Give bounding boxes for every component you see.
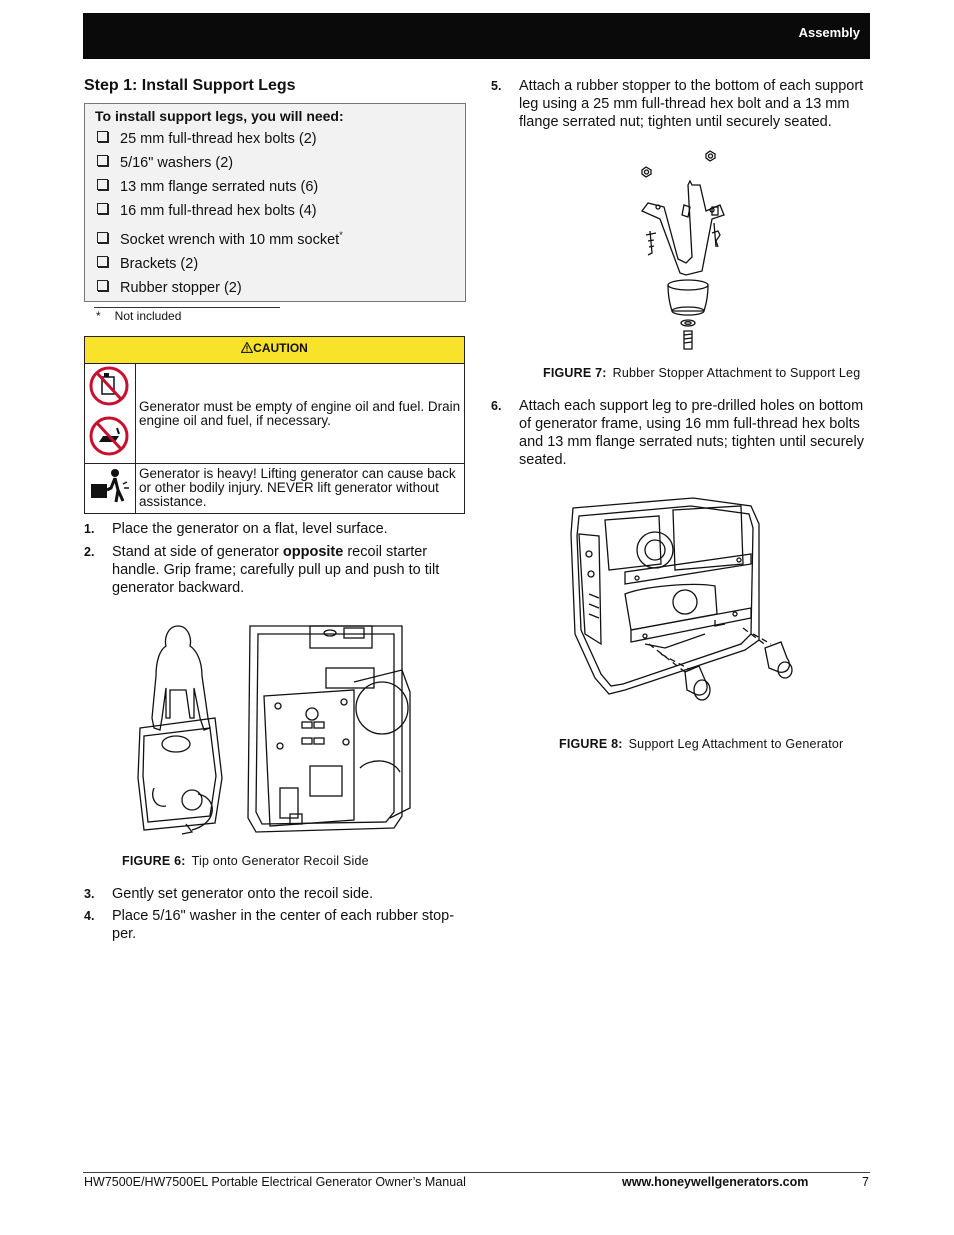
checkbox-icon — [97, 131, 108, 142]
figure-8-illustration — [565, 494, 805, 724]
caution-row-fluids — [85, 364, 464, 464]
footer-manual-title: HW7500E/HW7500EL Portable Electrical Generator Owner’s Manual — [84, 1175, 466, 1189]
checkbox-icon — [97, 155, 108, 166]
step-4: 4. Place 5/16" washer in the center of each rubber stop-per. — [84, 908, 455, 942]
parts-box-title: To install support legs, you will need: — [95, 108, 344, 124]
parts-item: 5/16" washers (2) — [97, 155, 233, 171]
figure-7-illustration — [628, 145, 738, 355]
parts-item: 16 mm full-thread hex bolts (4) — [97, 203, 317, 219]
header-bar — [83, 13, 870, 59]
checkbox-icon — [97, 232, 108, 243]
section-title: Assembly — [798, 25, 860, 40]
figure-8-caption: FIGURE 8: Support Leg Attachment to Generator — [559, 737, 844, 751]
heavy-lift-icon — [85, 464, 135, 513]
step-5: 5. Attach a rubber stopper to the bottom of each support leg using a 25 mm full-thread hex bolt and a 13 mm flange serrated nut; tighten until securely seated. — [491, 78, 864, 130]
footnote-rule — [94, 307, 280, 308]
checkbox-icon — [97, 203, 108, 214]
parts-item: Socket wrench with 10 mm socket* — [97, 230, 343, 248]
figure-6-illustration — [130, 618, 420, 848]
step-6: 6. Attach each support leg to pre-drilled holes on bottom of generator frame, using 16 mm full-thread hex bolts and 13 mm flange serrated nuts; tighten until securely seated. — [491, 398, 864, 468]
step-heading: Step 1: Install Support Legs — [84, 77, 296, 94]
figure-7-caption: FIGURE 7: Rubber Stopper Attachment to Support Leg — [543, 366, 861, 380]
parts-item: Brackets (2) — [97, 256, 198, 272]
parts-item: 25 mm full-thread hex bolts (2) — [97, 131, 317, 147]
checkbox-icon — [97, 280, 108, 291]
caution-box — [84, 336, 465, 514]
step-2: 2. Stand at side of generator opposite recoil starter handle. Grip frame; carefully pull up and push to tilt generator backward. — [84, 544, 440, 596]
footer-rule — [83, 1172, 870, 1173]
parts-item: Rubber stopper (2) — [97, 280, 242, 296]
footer-website-link[interactable]: www.honeywellgenerators.com — [622, 1175, 809, 1189]
caution-text-heavy: Generator is heavy! Lifting generator can cause back or other bodily injury. NEVER lift generator without assistance. — [139, 466, 456, 509]
warning-icon — [241, 342, 253, 353]
no-fuel-icon — [85, 364, 135, 463]
page-number: 7 — [862, 1175, 869, 1189]
footnote-marker: * — [339, 230, 343, 240]
caution-row-heavy — [85, 464, 464, 513]
figure-6-caption: FIGURE 6: Tip onto Generator Recoil Side — [122, 854, 369, 868]
caution-header: CAUTION — [85, 337, 464, 364]
checkbox-icon — [97, 179, 108, 190]
footnote: * Not included — [96, 309, 182, 323]
caution-text-fluids: Generator must be empty of engine oil and fuel. Drain engine oil and fuel, if necessary. — [139, 399, 461, 428]
checkbox-icon — [97, 256, 108, 267]
parts-item: 13 mm flange serrated nuts (6) — [97, 179, 318, 195]
parts-box — [84, 103, 466, 302]
